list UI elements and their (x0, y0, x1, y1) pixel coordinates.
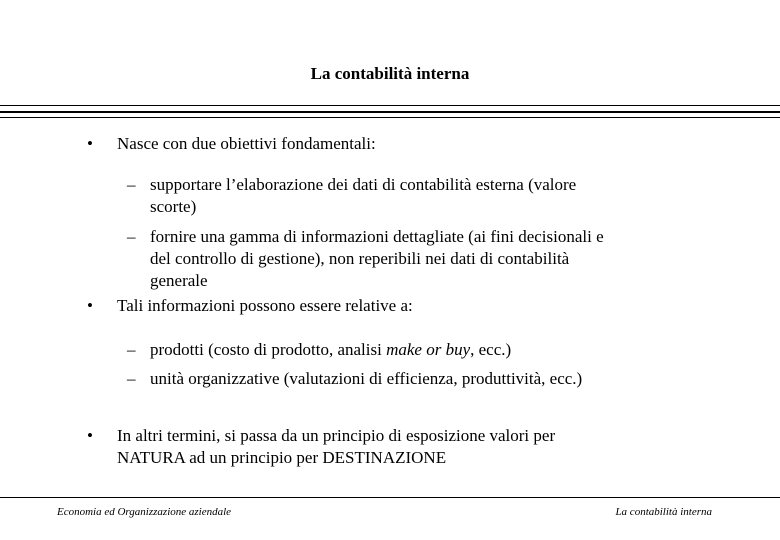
bullet-mark: • (87, 296, 93, 315)
bullet-line: NATURA ad un principio per DESTINAZIONE (117, 448, 447, 467)
sub-item-text (150, 226, 695, 292)
bullet-text: Tali informazioni possono essere relative a: (117, 296, 413, 315)
sub-item-text: unità organizzative (valutazioni di efficienza, produttività, ecc.) (150, 369, 583, 388)
sub-item-line: fornire una gamma di informazioni dettagliate (ai fini decisionali e (150, 227, 604, 246)
sub-item-text (150, 174, 695, 218)
sub-item-text (150, 339, 695, 361)
footer-section-name: La contabilità interna (615, 506, 712, 518)
sub-item-line: generale (150, 271, 208, 290)
header-divider (0, 111, 780, 113)
dash-mark: – (127, 340, 136, 359)
header-divider-bottom (0, 117, 780, 118)
sub-item-text-part: prodotti (costo di prodotto, analisi (150, 340, 387, 359)
sub-item-text-part: , ecc.) (470, 340, 512, 359)
header-divider-top (0, 105, 780, 106)
bullet-mark: • (87, 426, 93, 445)
dash-mark: – (127, 227, 136, 246)
footer-divider (0, 497, 780, 498)
bullet-text (117, 425, 697, 469)
page-title: La contabilità interna (310, 64, 470, 83)
sub-item-line: del controllo di gestione), non reperibili nei dati di contabilità (150, 249, 570, 268)
bullet-mark: • (87, 134, 93, 153)
dash-mark: – (127, 175, 136, 194)
sub-item-line: scorte) (150, 197, 197, 216)
footer-course-name: Economia ed Organizzazione aziendale (57, 506, 232, 518)
dash-mark: – (127, 369, 136, 388)
bullet-text: Nasce con due obiettivi fondamentali: (117, 134, 376, 153)
bullet-line: In altri termini, si passa da un principio di esposizione valori per (117, 426, 556, 445)
emphasis-text: make or buy (386, 340, 471, 359)
sub-item-line: supportare l’elaborazione dei dati di contabilità esterna (valore (150, 175, 577, 194)
